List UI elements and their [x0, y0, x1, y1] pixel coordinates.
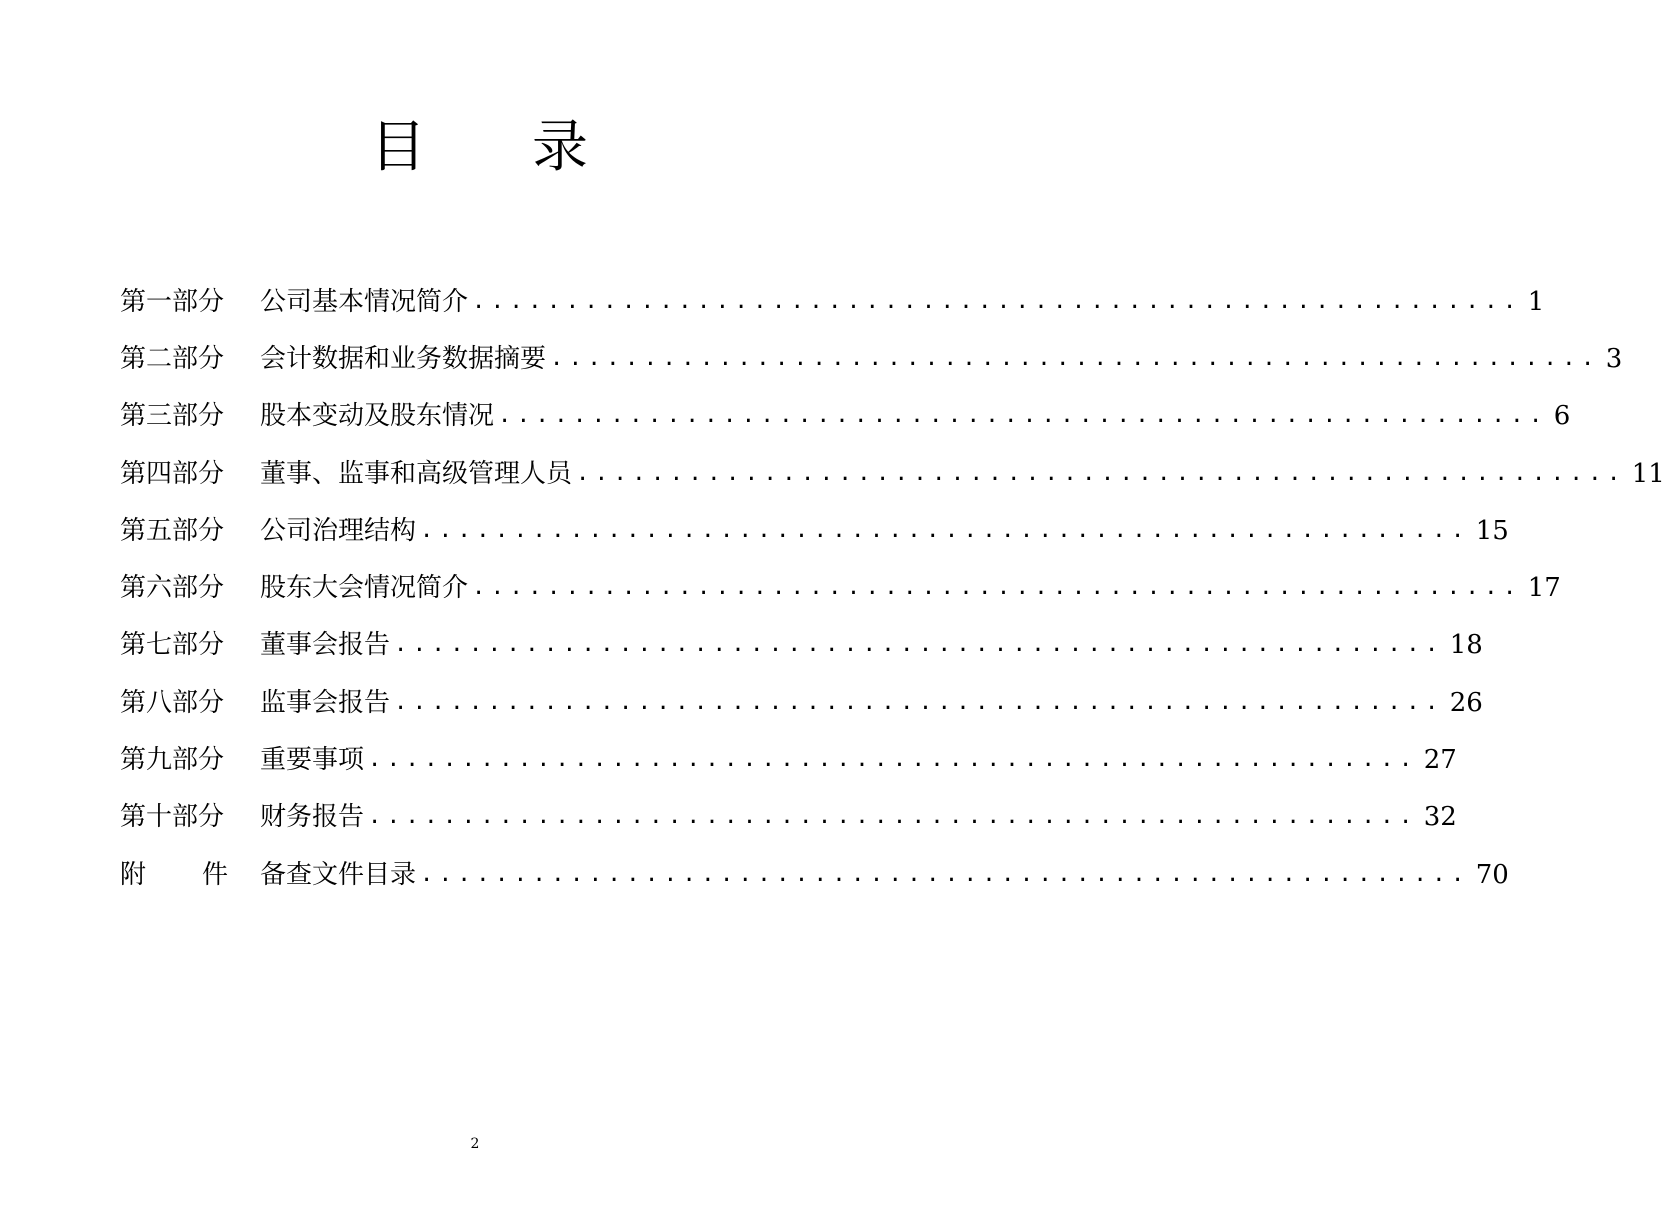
toc-entry-title: 公司治理结构 — [260, 515, 417, 546]
title-char-2: 录 — [532, 115, 588, 180]
dot-leader: ........................................................ — [498, 403, 1548, 429]
toc-entry — [260, 507, 1509, 555]
toc-page-number: 32 — [1423, 802, 1457, 833]
toc-entry-title: 股本变动及股东情况 — [260, 401, 495, 432]
toc-entry-title: 董事、监事和高级管理人员 — [260, 458, 573, 489]
dot-leader: ........................................................ — [420, 861, 1470, 887]
dot-leader: ........................................................ — [472, 288, 1522, 314]
toc-page-number: 6 — [1553, 401, 1571, 432]
toc-entry-title: 董事会报告 — [260, 630, 391, 661]
toc-entry-title: 公司基本情况简介 — [260, 286, 469, 317]
toc-entry — [260, 851, 1509, 899]
toc-entry-title: 财务报告 — [260, 802, 365, 833]
page-title — [0, 112, 950, 192]
dot-leader: ........................................................ — [394, 689, 1444, 715]
toc-page-number: 18 — [1449, 630, 1483, 661]
toc-entry-title: 备查文件目录 — [260, 859, 417, 890]
toc-part-label: 第五部分 — [120, 515, 225, 546]
dot-leader: ........................................................ — [576, 460, 1626, 486]
dot-leader: ........................................................ — [420, 517, 1470, 543]
toc-page-number: 70 — [1475, 859, 1509, 890]
toc-row — [120, 674, 1483, 731]
toc-page-number: 15 — [1475, 515, 1509, 546]
page-number: 2 — [470, 1136, 480, 1152]
toc-part-label — [120, 851, 228, 899]
toc-part-char: 附 — [120, 859, 147, 890]
toc-page-number: 1 — [1527, 286, 1545, 317]
dot-leader: ........................................................ — [368, 747, 1418, 773]
toc-row — [120, 330, 1623, 387]
toc-entry — [260, 679, 1483, 727]
toc-part-label: 第七部分 — [120, 630, 225, 661]
toc-row — [120, 617, 1483, 674]
toc-part-label: 第九部分 — [120, 745, 225, 776]
toc-row — [120, 789, 1457, 846]
dot-leader: ........................................................ — [472, 575, 1522, 601]
dot-leader: ........................................................ — [550, 345, 1600, 371]
toc-row — [120, 502, 1509, 559]
toc-row — [120, 846, 1509, 903]
toc-entry-title: 重要事项 — [260, 745, 365, 776]
toc-entry — [260, 621, 1483, 669]
title-char-1: 目 — [370, 115, 426, 180]
toc-entry — [260, 793, 1457, 841]
table-of-contents — [120, 273, 1665, 903]
toc-entry — [260, 335, 1622, 383]
toc-entry — [260, 736, 1457, 784]
toc-part-label: 第八部分 — [120, 687, 225, 718]
toc-part-char: 件 — [201, 859, 228, 890]
dot-leader: ........................................................ — [368, 804, 1418, 830]
toc-part-label: 第四部分 — [120, 458, 225, 489]
toc-part-label: 第十部分 — [120, 802, 225, 833]
toc-row — [120, 559, 1561, 616]
toc-page-number: 11 — [1631, 458, 1665, 489]
toc-row — [120, 731, 1457, 788]
toc-page-number: 26 — [1449, 687, 1483, 718]
toc-page-number: 3 — [1605, 343, 1623, 374]
toc-part-label: 第二部分 — [120, 343, 225, 374]
toc-row — [120, 273, 1545, 330]
toc-entry-title: 会计数据和业务数据摘要 — [260, 343, 547, 374]
toc-row — [120, 388, 1571, 445]
toc-part-label: 第一部分 — [120, 286, 225, 317]
toc-entry — [260, 564, 1561, 612]
toc-entry — [260, 450, 1665, 498]
toc-entry-title: 股东大会情况简介 — [260, 573, 469, 604]
toc-part-label: 第三部分 — [120, 401, 225, 432]
toc-row — [120, 445, 1665, 502]
toc-page-number: 27 — [1423, 745, 1457, 776]
toc-entry — [260, 278, 1544, 326]
toc-entry — [260, 392, 1570, 440]
toc-entry-title: 监事会报告 — [260, 687, 391, 718]
toc-page-number: 17 — [1527, 573, 1561, 604]
toc-part-label: 第六部分 — [120, 573, 225, 604]
dot-leader: ........................................................ — [394, 632, 1444, 658]
